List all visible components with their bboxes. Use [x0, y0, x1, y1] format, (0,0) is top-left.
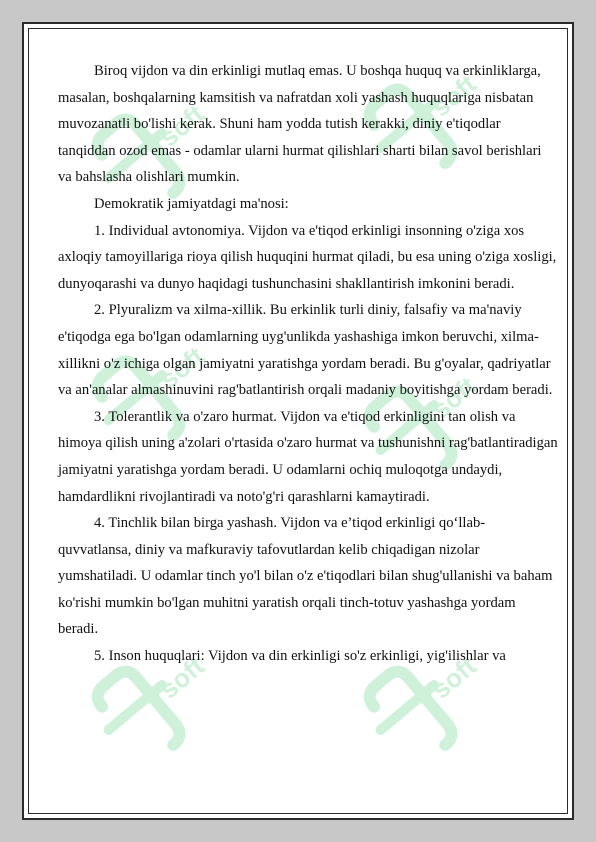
paragraph-item-3: 3. Tolerantlik va o'zaro hurmat. Vijdon va e'tiqod erkinligini tan olish va himoya qilish uning a'zolari o'rtasida o'zaro hurmat va tushunishni rag'batlantiradigan jamiyatni yaratishga yordam beradi. U odamlarni ochiq muloqotga undaydi, hamdardlikni rivojlantiradi va noto'g'ri qarashlarni kamaytiradi. [58, 408, 558, 505]
paragraph-item-2: 2. Plyuralizm va xilma-xillik. Bu erkinlik turli diniy, falsafiy va ma'naviy e'tiqodga ega bo'lgan odamlarning uyg'unlikda yashashiga imkon beruvchi, xilma-xillikni o'z ichiga olgan jamiyatni yaratishga yordam beradi. Bu g'oyalar, qadriyatlar va an'analar almashinuvini rag'batlantirish orqali madaniy boyitishga yordam beradi. [58, 302, 553, 399]
svg-text:soft: soft [153, 340, 210, 395]
paragraph-item-1: 1. Individual avtonomiya. Vijdon va e'tiqod erkinligi insonning o'ziga xos axloqiy tamoyillariga rioya qilish huquqini hurmat qiladi, bu esa uning o'ziga xosligi, dunyoqarashi va dunyo haqidagi tushunchasini shakllantirish imkonini beradi. [58, 222, 557, 292]
svg-text:soft: soft [425, 370, 482, 425]
paragraph-item-4: 4. Tinchlik bilan birga yashash. Vijdon va e’tiqod erkinligi qo‘llab-quvvatlansa, diniy va mafkuraviy tafovutlardan kelib chiqadigan nizolar yumshatiladi. U odamlar tinch yo'l bilan o'z e'tiqodlari bilan shug'ullanishi va baham ko'rishi mumkin bo'lgan muhitni yaratish orqali tinch-totuv yashashga yordam beradi. [58, 515, 553, 638]
paragraph-item-5: 5. Inson huquqlari: Vijdon va din erkinligi so'z erkinligi, yig'ilishlar va [94, 648, 506, 665]
svg-text:soft: soft [425, 650, 482, 705]
paragraph-heading: Demokratik jamiyatdagi ma'nosi: [94, 195, 289, 212]
svg-text:soft: soft [425, 68, 482, 123]
document-page [22, 22, 574, 820]
document-body [58, 58, 558, 670]
paragraph-intro: Biroq vijdon va din erkinligi mutlaq emas. U boshqa huquq va erkinliklarga, masalan, boshqalarning kamsitish va nafratdan xoli yashash huquqlariga nisbatan muvozanatli bo'lishi kerak. Shuni ham yodda tutish kerakki, diniy e'tiqodlar tanqiddan ozod emas - odamlar ularni hurmat qilishlari sharti bilan savol berishlari va bahslasha olishlari mumkin. [58, 63, 542, 186]
svg-text:soft: soft [153, 650, 210, 705]
svg-text:soft: soft [153, 98, 210, 153]
